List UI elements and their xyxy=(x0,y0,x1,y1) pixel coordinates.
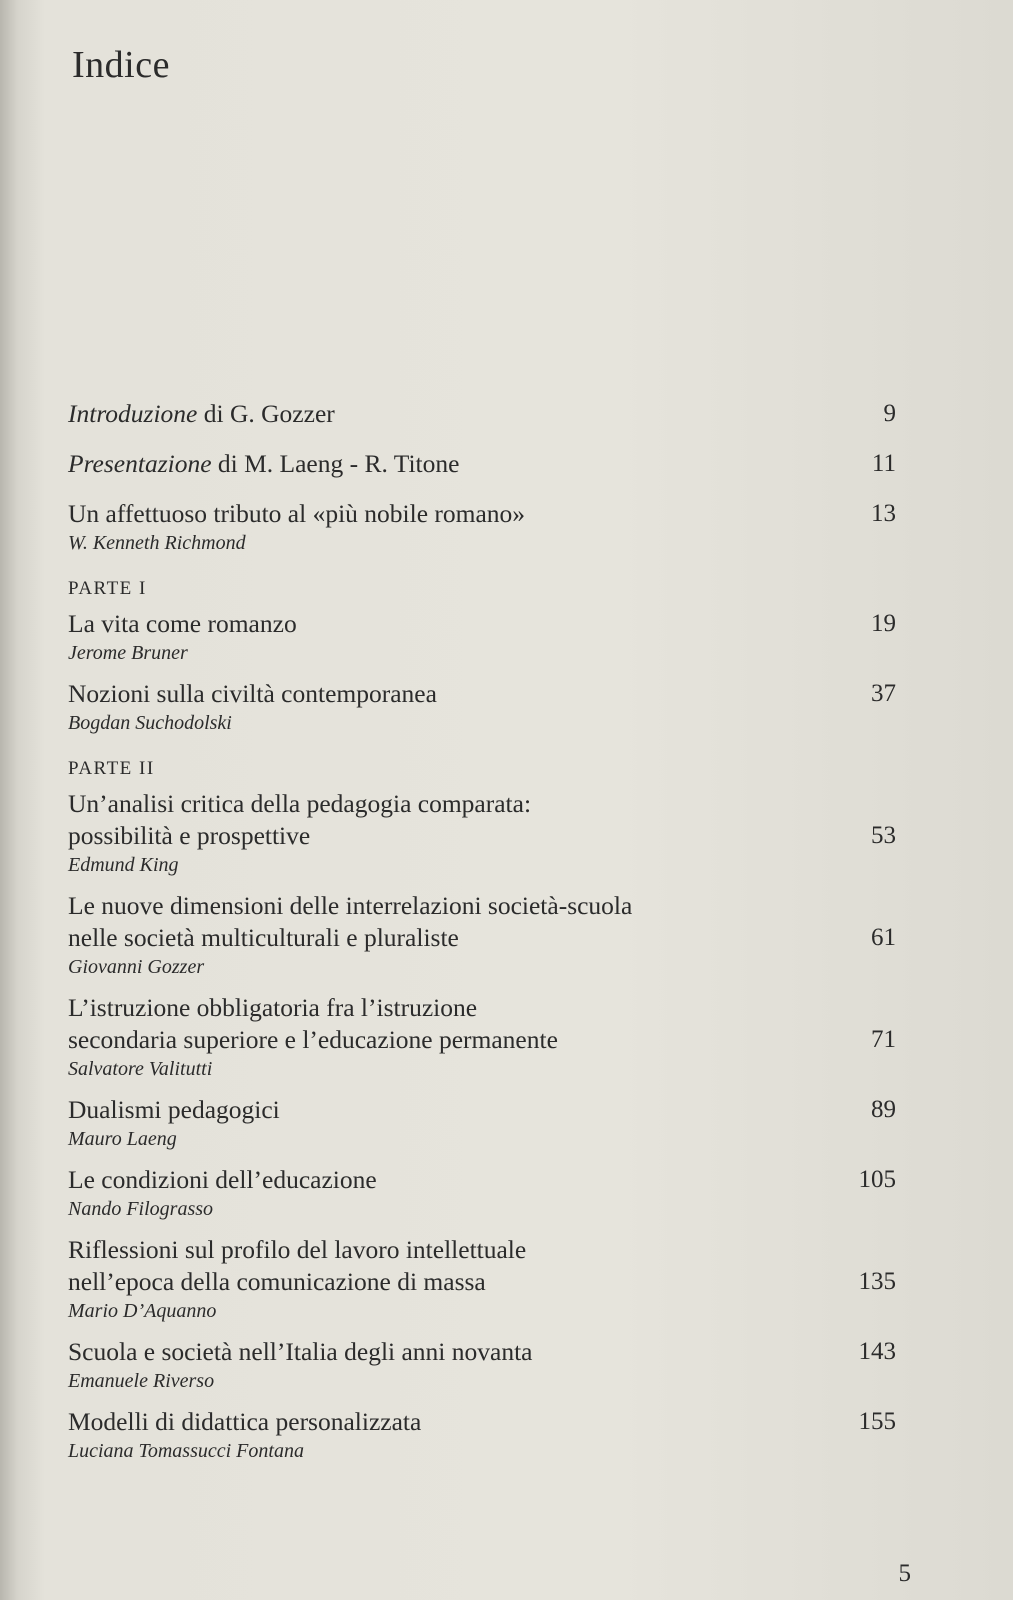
part-label: PARTE I xyxy=(68,578,147,599)
entry-title-line: nelle società multiculturali e pluraliste xyxy=(68,923,459,952)
entry-author: Jerome Bruner xyxy=(68,642,188,664)
toc-entry-presentazione xyxy=(68,448,908,480)
entry-title: Dualismi pedagogici xyxy=(68,1095,280,1124)
page-number: 143 xyxy=(858,1338,896,1365)
entry-title-line: Un’analisi critica della pedagogia comparata: xyxy=(68,789,532,818)
page-number: 9 xyxy=(883,400,896,427)
page-title: Indice xyxy=(72,44,170,87)
page-number: 105 xyxy=(858,1166,896,1193)
entry-title: Scuola e società nell’Italia degli anni novanta xyxy=(68,1337,533,1366)
entry-author: Luciana Tomassucci Fontana xyxy=(68,1440,304,1462)
entry-title-line: Le nuove dimensioni delle interrelazioni società-scuola xyxy=(68,891,633,920)
entry-author: Giovanni Gozzer xyxy=(68,956,205,978)
toc-entry xyxy=(68,1164,908,1222)
toc-entry-introduzione xyxy=(68,398,908,430)
page-number: 53 xyxy=(871,822,896,849)
toc-entry xyxy=(68,1094,908,1152)
page-number: 11 xyxy=(871,450,896,477)
table-of-contents xyxy=(68,398,908,1476)
entry-title-line: possibilità e prospettive xyxy=(68,821,311,850)
page-number: 71 xyxy=(871,1026,896,1053)
entry-author: Mauro Laeng xyxy=(68,1128,177,1150)
page-number: 19 xyxy=(871,610,896,637)
entry-title: Un affettuoso tributo al «più nobile romano» xyxy=(68,499,526,528)
toc-entry xyxy=(68,890,908,980)
entry-title: Modelli di didattica personalizzata xyxy=(68,1407,422,1436)
entry-author: Emanuele Riverso xyxy=(68,1370,215,1392)
entry-title-line: secondaria superiore e l’educazione permanente xyxy=(68,1025,558,1054)
entry-author: Mario D’Aquanno xyxy=(68,1300,217,1322)
page-number: 13 xyxy=(871,500,896,527)
entry-author: Nando Filograsso xyxy=(68,1198,214,1220)
folio-page-number: 5 xyxy=(898,1560,911,1587)
toc-entry xyxy=(68,788,908,878)
toc-entry xyxy=(68,992,908,1082)
toc-entry xyxy=(68,608,908,666)
page-number: 37 xyxy=(871,680,896,707)
entry-title-line: L’istruzione obbligatoria fra l’istruzione xyxy=(68,993,478,1022)
entry-title-line: Riflessioni sul profilo del lavoro intellettuale xyxy=(68,1235,527,1264)
toc-entry xyxy=(68,1336,908,1394)
page-number: 89 xyxy=(871,1096,896,1123)
entry-title: Nozioni sulla civiltà contemporanea xyxy=(68,679,437,708)
entry-title: Presentazione di M. Laeng - R. Titone xyxy=(68,449,460,478)
part-label: PARTE II xyxy=(68,758,155,779)
entry-author: Bogdan Suchodolski xyxy=(68,712,232,734)
toc-entry-tribute xyxy=(68,498,908,556)
entry-author: Salvatore Valitutti xyxy=(68,1058,213,1080)
toc-entry xyxy=(68,1234,908,1324)
toc-entry xyxy=(68,1406,908,1464)
page-number: 61 xyxy=(871,924,896,951)
entry-author: Edmund King xyxy=(68,854,179,876)
entry-title: La vita come romanzo xyxy=(68,609,297,638)
entry-title-line: nell’epoca della comunicazione di massa xyxy=(68,1267,486,1296)
entry-title: Le condizioni dell’educazione xyxy=(68,1165,377,1194)
entry-title: Introduzione di G. Gozzer xyxy=(68,399,335,428)
page-number: 155 xyxy=(858,1408,896,1435)
toc-entry xyxy=(68,678,908,736)
page-number: 135 xyxy=(858,1268,896,1295)
entry-author: W. Kenneth Richmond xyxy=(68,532,246,554)
